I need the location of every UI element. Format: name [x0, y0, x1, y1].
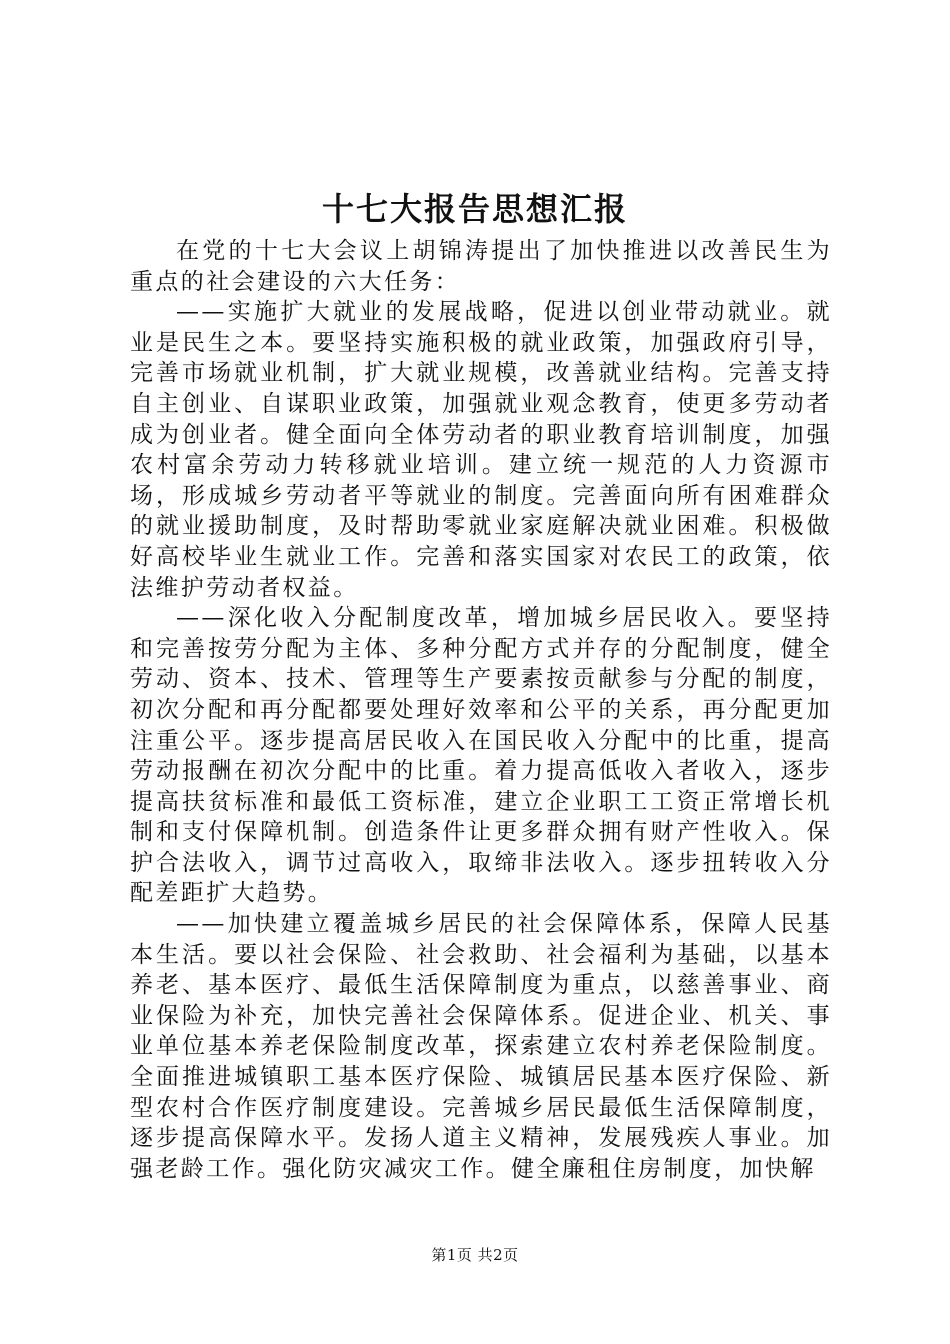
paragraph-income-distribution: ——深化收入分配制度改革，增加城乡居民收入。要坚持和完善按劳分配为主体、多种分配方式并存的分配制度，健全劳动、资本、技术、管理等生产要素按贡献参与分配的制度，初次分配和再分配都要处理好效率和公平的关系，再分配更加注重公平。逐步提高居民收入在国民收入分配中的比重，提高劳动报酬在初次分配中的比重。着力提高低收入者收入，逐步提高扶贫标准和最低工资标准，建立企业职工工资正常增长机制和支付保障机制。创造条件让更多群众拥有财产性收入。保护合法收入，调节过高收入，取缔非法收入。逐步扭转收入分配差距扩大趋势。 — [130, 605, 832, 907]
paragraph-intro: 在党的十七大会议上胡锦涛提出了加快推进以改善民生为重点的社会建设的六大任务： — [130, 238, 832, 295]
document-body — [130, 236, 832, 1184]
paragraph-employment: ——实施扩大就业的发展战略，促进以创业带动就业。就业是民生之本。要坚持实施积极的就业政策，加强政府引导，完善市场就业机制，扩大就业规模，改善就业结构。完善支持自主创业、自谋职业政策，加强就业观念教育，使更多劳动者成为创业者。健全面向全体劳动者的职业教育培训制度，加强农村富余劳动力转移就业培训。建立统一规范的人力资源市场，形成城乡劳动者平等就业的制度。完善面向所有困难群众的就业援助制度，及时帮助零就业家庭解决就业困难。积极做好高校毕业生就业工作。完善和落实国家对农民工的政策，依法维护劳动者权益。 — [130, 299, 832, 601]
document-title: 十七大报告思想汇报 — [321, 190, 628, 228]
paragraph-social-security: ——加快建立覆盖城乡居民的社会保障体系，保障人民基本生活。要以社会保险、社会救助、社会福利为基础，以基本养老、基本医疗、最低生活保障制度为重点，以慈善事业、商业保险为补充，加快完善社会保障体系。促进企业、机关、事业单位基本养老保险制度改革，探索建立农村养老保险制度。全面推进城镇职工基本医疗保险、城镇居民基本医疗保险、新型农村合作医疗制度建设。完善城乡居民最低生活保障制度，逐步提高保障水平。发扬人道主义精神，发展残疾人事业。加强老龄工作。强化防灾减灾工作。健全廉租住房制度，加快解 — [130, 911, 832, 1182]
page-footer: 第1页 共2页 — [431, 1246, 519, 1264]
